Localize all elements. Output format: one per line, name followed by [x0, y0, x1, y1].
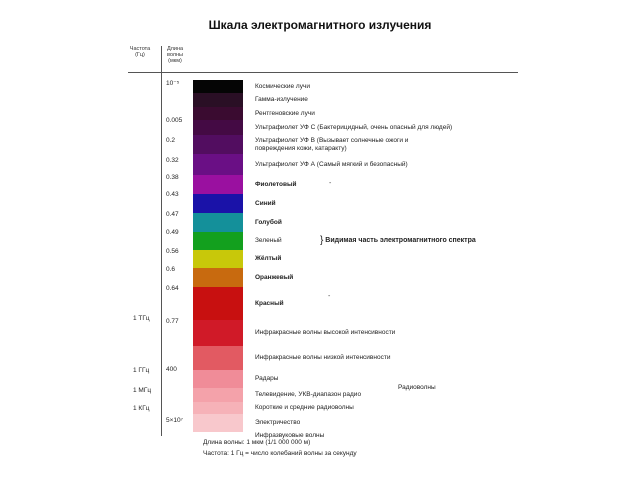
- frequency-column-header: Частота (Гц): [129, 46, 151, 58]
- wavelength-tick-label: 0.38: [166, 174, 179, 181]
- spectrum-band: [193, 135, 243, 154]
- spectrum-band: [193, 320, 243, 346]
- spectrum-band: [193, 370, 243, 388]
- wavelength-tick-label: 0.47: [166, 211, 179, 218]
- wavelength-tick-label: 0.32: [166, 157, 179, 164]
- band-label: Голубой: [255, 218, 282, 226]
- frequency-tick-label: 1 КГц: [133, 405, 150, 412]
- band-label: Красный: [255, 299, 284, 307]
- band-label: Ультрафиолет УФ С (Бактерицидный, очень опасный для людей): [255, 123, 453, 131]
- visible-spectrum-label: Видимая часть электромагнитного спектра: [325, 237, 476, 244]
- spectrum-band: [193, 402, 243, 414]
- spectrum-band-column: [193, 80, 243, 430]
- spectrum-band: [193, 388, 243, 402]
- band-label: Инфракрасные волны высокой интенсивности: [255, 329, 396, 336]
- spectrum-band: [193, 268, 243, 287]
- footer-frequency-unit: Частота: 1 Гц = число колебаний волны за секунду: [203, 450, 357, 457]
- wavelength-tick-label: 0.77: [166, 318, 179, 325]
- wavelength-column-header: Длина волны (мкм): [166, 46, 184, 64]
- frequency-tick-label: 1 МГц: [133, 387, 152, 394]
- spectrum-band: [193, 80, 243, 93]
- band-label: Короткие и средние радиоволны: [255, 404, 354, 411]
- spectrum-band: [193, 93, 243, 107]
- band-label: Телевидение, УКВ-диапазон радио: [255, 391, 362, 398]
- band-label: Оранжевый: [255, 273, 294, 281]
- wavelength-tick-label: 0.005: [166, 117, 183, 124]
- wavelength-tick-label: 10⁻⁵: [166, 80, 180, 87]
- visible-spectrum-brace: }: [320, 235, 324, 246]
- band-label: Радары: [255, 375, 279, 382]
- band-label: Инфразвуковые волны: [255, 432, 325, 439]
- band-label: Ультрафиолет УФ А (Самый мягкий и безопасный): [255, 160, 408, 168]
- spectrum-band: [193, 154, 243, 175]
- spectrum-band: [193, 213, 243, 232]
- band-label: Электричество: [255, 419, 301, 426]
- wavelength-tick-label: 5×10⁷: [166, 417, 183, 424]
- wavelength-tick-label: 0.6: [166, 266, 176, 273]
- band-label: Фиолетовый: [255, 180, 297, 188]
- spectrum-band: [193, 194, 243, 213]
- spectrum-band: [193, 250, 243, 268]
- spectrum-band: [193, 175, 243, 194]
- header-divider-line: [128, 72, 518, 73]
- tick-mark: -: [329, 180, 332, 187]
- diagram-title: Шкала электромагнитного излучения: [208, 18, 432, 32]
- band-label: Космические лучи: [255, 82, 310, 90]
- spectrum-band: [193, 346, 243, 370]
- spectrum-band: [193, 414, 243, 432]
- band-label: Рентгеновские лучи: [255, 109, 315, 117]
- tick-mark: -: [328, 293, 331, 300]
- frequency-tick-label: 1 ГГц: [133, 367, 150, 374]
- band-label: Гамма-излучение: [255, 96, 308, 103]
- wavelength-tick-label: 0.64: [166, 285, 179, 292]
- wavelength-tick-label: 0.43: [166, 191, 179, 198]
- band-label: Зеленый: [255, 237, 282, 244]
- band-label: Ультрафиолет УФ В (Вызывает солнечные ожоги и повреждения кожи, катаракту): [255, 137, 409, 152]
- frequency-tick-label: 1 ТГц: [133, 315, 150, 322]
- band-label: Инфракрасные волны низкой интенсивности: [255, 354, 391, 361]
- radio-waves-note: Радиоволны: [398, 384, 436, 391]
- column-divider-line: [161, 46, 162, 436]
- wavelength-tick-label: 0.2: [166, 137, 176, 144]
- wavelength-tick-label: 0.56: [166, 248, 179, 255]
- footer-wavelength-unit: Длина волны: 1 мкм (1/1 000 000 м): [203, 439, 311, 446]
- band-label: Синий: [255, 199, 276, 207]
- spectrum-band: [193, 107, 243, 120]
- spectrum-band: [193, 287, 243, 320]
- band-label: Жёлтый: [255, 255, 282, 262]
- spectrum-band: [193, 232, 243, 250]
- spectrum-band: [193, 120, 243, 135]
- wavelength-tick-label: 400: [166, 366, 177, 373]
- wavelength-tick-label: 0.49: [166, 229, 179, 236]
- visible-spectrum-note: [320, 235, 476, 246]
